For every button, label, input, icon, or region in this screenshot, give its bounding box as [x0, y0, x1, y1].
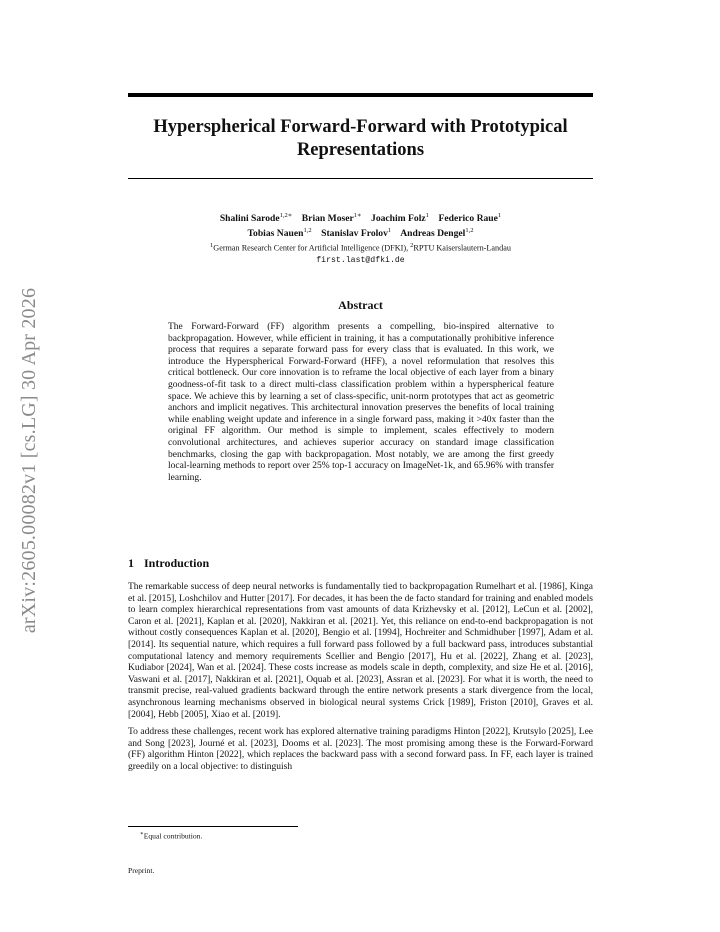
author-name: Brian Moser — [301, 213, 354, 225]
author-affiliation-mark: 1,2∗ — [279, 212, 293, 219]
top-rule — [128, 93, 593, 97]
section-number: 1 — [128, 556, 134, 570]
affiliations — [128, 240, 593, 255]
footnote-rule — [128, 826, 298, 827]
affiliation-text: RPTU Kaiserslautern-Landau — [413, 244, 511, 254]
affiliation-mark: 2 — [410, 242, 414, 250]
arxiv-identifier: arXiv:2605.00082v1 [cs.LG] 30 Apr 2026 — [18, 287, 41, 633]
author-name: Stanislav Frolov — [321, 228, 388, 240]
author-block — [128, 210, 593, 267]
author-affiliation-mark: 1 — [425, 212, 429, 219]
author-name: Shalini Sarode — [219, 213, 280, 225]
abstract-body: The Forward-Forward (FF) algorithm presents a compelling, bio-inspired alternative to backpropagation. However, while efficient in training, it has a computationally prohibitive inference process that requires a separate forward pass for every class that is evaluated. In this work, we introduce the Hyperspherical Forward-Forward (HFF), a novel reformulation that resolves this critical bottleneck. Our core innovation is to reframe the local objective of each layer from a binary goodness-of-fit task to a direct multi-class classification problem within a hyperspherical feature space. We achieve this by learning a set of class-specific, unit-norm prototypes that act as geometric anchors and implicit negatives. This architectural innovation preserves the benefits of local training while enabling weight update and inference in a single forward pass, making it >40x faster than the original FF algorithm. Our method is simple to implement, scales effectively to modern convolutional architectures, and achieves superior accuracy on standard image classification benchmarks, closing the gap with backpropagation. Most notably, we are among the first greedy local-learning methods to report over 25% top-1 accuracy on ImageNet-1k, and 65.96% with transfer learning. — [168, 322, 554, 483]
footnote-mark: ∗ — [140, 831, 144, 837]
section-title: Introduction — [144, 556, 210, 570]
arxiv-sidebar — [6, 260, 54, 660]
section-heading — [128, 556, 209, 571]
author-name: Federico Raue — [438, 213, 498, 225]
preprint-label: Preprint. — [128, 866, 155, 875]
contact-email: first.last@dfki.de — [316, 256, 405, 266]
paragraph: To address these challenges, recent work has explored alternative training paradigms Hinton [2022], Krutsylo [2025], Lee and Song [2023], Journé et al. [2023], Dooms et al. [2023]. The most promising among these is the Forward-Forward (FF) algorithm Hinton [2022], which replaces the backward pass with a second forward pass. In FF, each layer is trained greedily on a local objective: to distinguish — [128, 727, 593, 772]
author-affiliation-mark: 1∗ — [353, 212, 362, 219]
introduction-body — [128, 582, 593, 780]
abstract-heading: Abstract — [338, 298, 383, 312]
author-line-1 — [128, 210, 593, 225]
footnote-text: Equal contribution. — [143, 831, 203, 841]
title-line-2: Representations — [296, 140, 425, 160]
author-name: Joachim Folz — [371, 213, 426, 225]
affiliation-mark: 1 — [210, 242, 214, 250]
author-affiliation-mark: 1,2 — [465, 227, 474, 235]
title-bottom-rule — [128, 178, 593, 179]
author-name: Andreas Dengel — [400, 228, 466, 240]
paragraph: The remarkable success of deep neural networks is fundamentally tied to backpropagation Rumelhart et al. [1986], Kinga et al. [2015], Loshchilov and Hutter [2017]. For decades, it has been the de facto standard for training and enabled models to learn complex hierarchical representations from vast amounts of data Krizhevsky et al. [2012], LeCun et al. [2002], Caron et al. [2021], Kaplan et al. [2020], Nakkiran et al. [2021]. Yet, this reliance on end-to-end backpropagation is not without costly consequences Kaplan et al. [2020], Bengio et al. [1994], Hochreiter and Schmidhuber [1997], Adam et al. [2014]. Its sequential nature, which requires a full forward pass followed by a full backward pass, introduces substantial computational latency and memory requirements Scellier and Bengio [2017], Hu et al. [2022], Zhang et al. [2023], Kudiabor [2024], Wan et al. [2024]. These costs increase as models scale in depth, complexity, and size He et al. [2016], Vaswani et al. [2017], Nakkiran et al. [2021], Oquab et al. [2023], Assran et al. [2023]. For what it is worth, the need to transmit precise, real-valued gradients backward through the entire network presents a stark divergence from the local, asynchronous learning mechanisms observed in biological neural systems Crick [1989], Friston [2010], Graves et al. [2004], Hebb [2005], Xiao et al. [2019]. — [128, 582, 593, 720]
footnote — [140, 831, 202, 841]
author-name: Tobias Nauen — [247, 228, 304, 240]
paper-title — [128, 116, 593, 162]
affiliation-text: German Research Center for Artificial Intelligence (DFKI), — [213, 244, 411, 254]
author-affiliation-mark: 1 — [387, 227, 392, 235]
author-affiliation-mark: 1,2 — [303, 227, 312, 235]
title-line-1: Hyperspherical Forward-Forward with Prototypical — [153, 117, 568, 137]
author-line-2 — [128, 225, 593, 240]
author-affiliation-mark: 1 — [497, 212, 502, 219]
